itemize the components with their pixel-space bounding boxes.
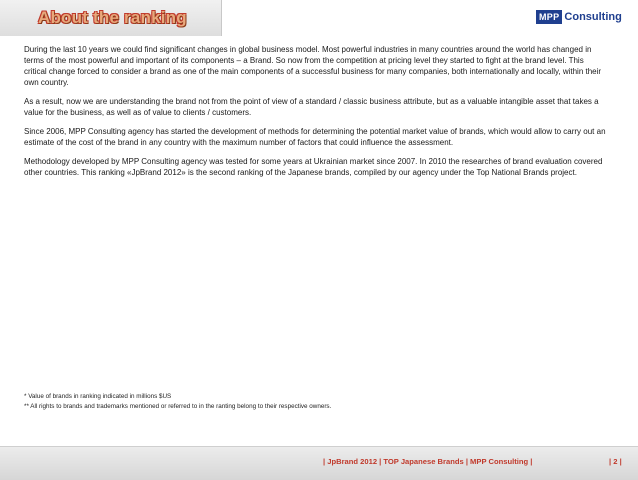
logo-text: Consulting [564,11,622,23]
footnote-2: ** All rights to brands and trademarks mentioned or referred to in the ranting belong to their respective owners. [24,403,332,410]
title-banner [0,0,222,36]
body-text [24,44,608,186]
footer-bar [0,446,638,480]
footer-text: | JpBrand 2012 | TOP Japanese Brands | MPP Consulting | [323,457,533,466]
paragraph-4: Methodology developed by MPP Consulting agency was tested for some years at Ukrainian market since 2007. In 2010 the researches of brand evaluation covered other countries. This ranking «JpBrand 2012» is the second ranking of the Japanese brands, compiled by our agency under the Top National Brands project. [24,157,603,177]
paragraph-1: During the last 10 years we could find significant changes in global business model. Most powerful industries in many countries around the world has changed in terms of the most powerful and important of its components – a Brand. So now from the competition at pricing level they started to fight at the brand level. This critical change forced to consider a brand as one of the main components of a successful business for many companies, both internationally and locally, within their own country. [24,45,602,87]
paragraph-3: Since 2006, MPP Consulting agency has started the development of methods for determining the potential market value of brands, which would allow to carry out an estimate of the cost of the brand in any country with the maximum number of factors that could influence the assessment. [24,127,606,147]
company-logo [536,10,622,24]
page-title: About the ranking [38,8,187,27]
footnote-1: * Value of brands in ranking indicated in millions $US [24,393,172,400]
footnotes [24,392,604,412]
logo-mark: MPP [536,10,562,24]
paragraph-2: As a result, now we are understanding the brand not from the point of view of a standard / classic business attribute, but as a valuable intangible asset that takes a value for the business, as well as of value to clients / customers. [24,97,599,117]
page-number: | 2 | [609,457,622,466]
